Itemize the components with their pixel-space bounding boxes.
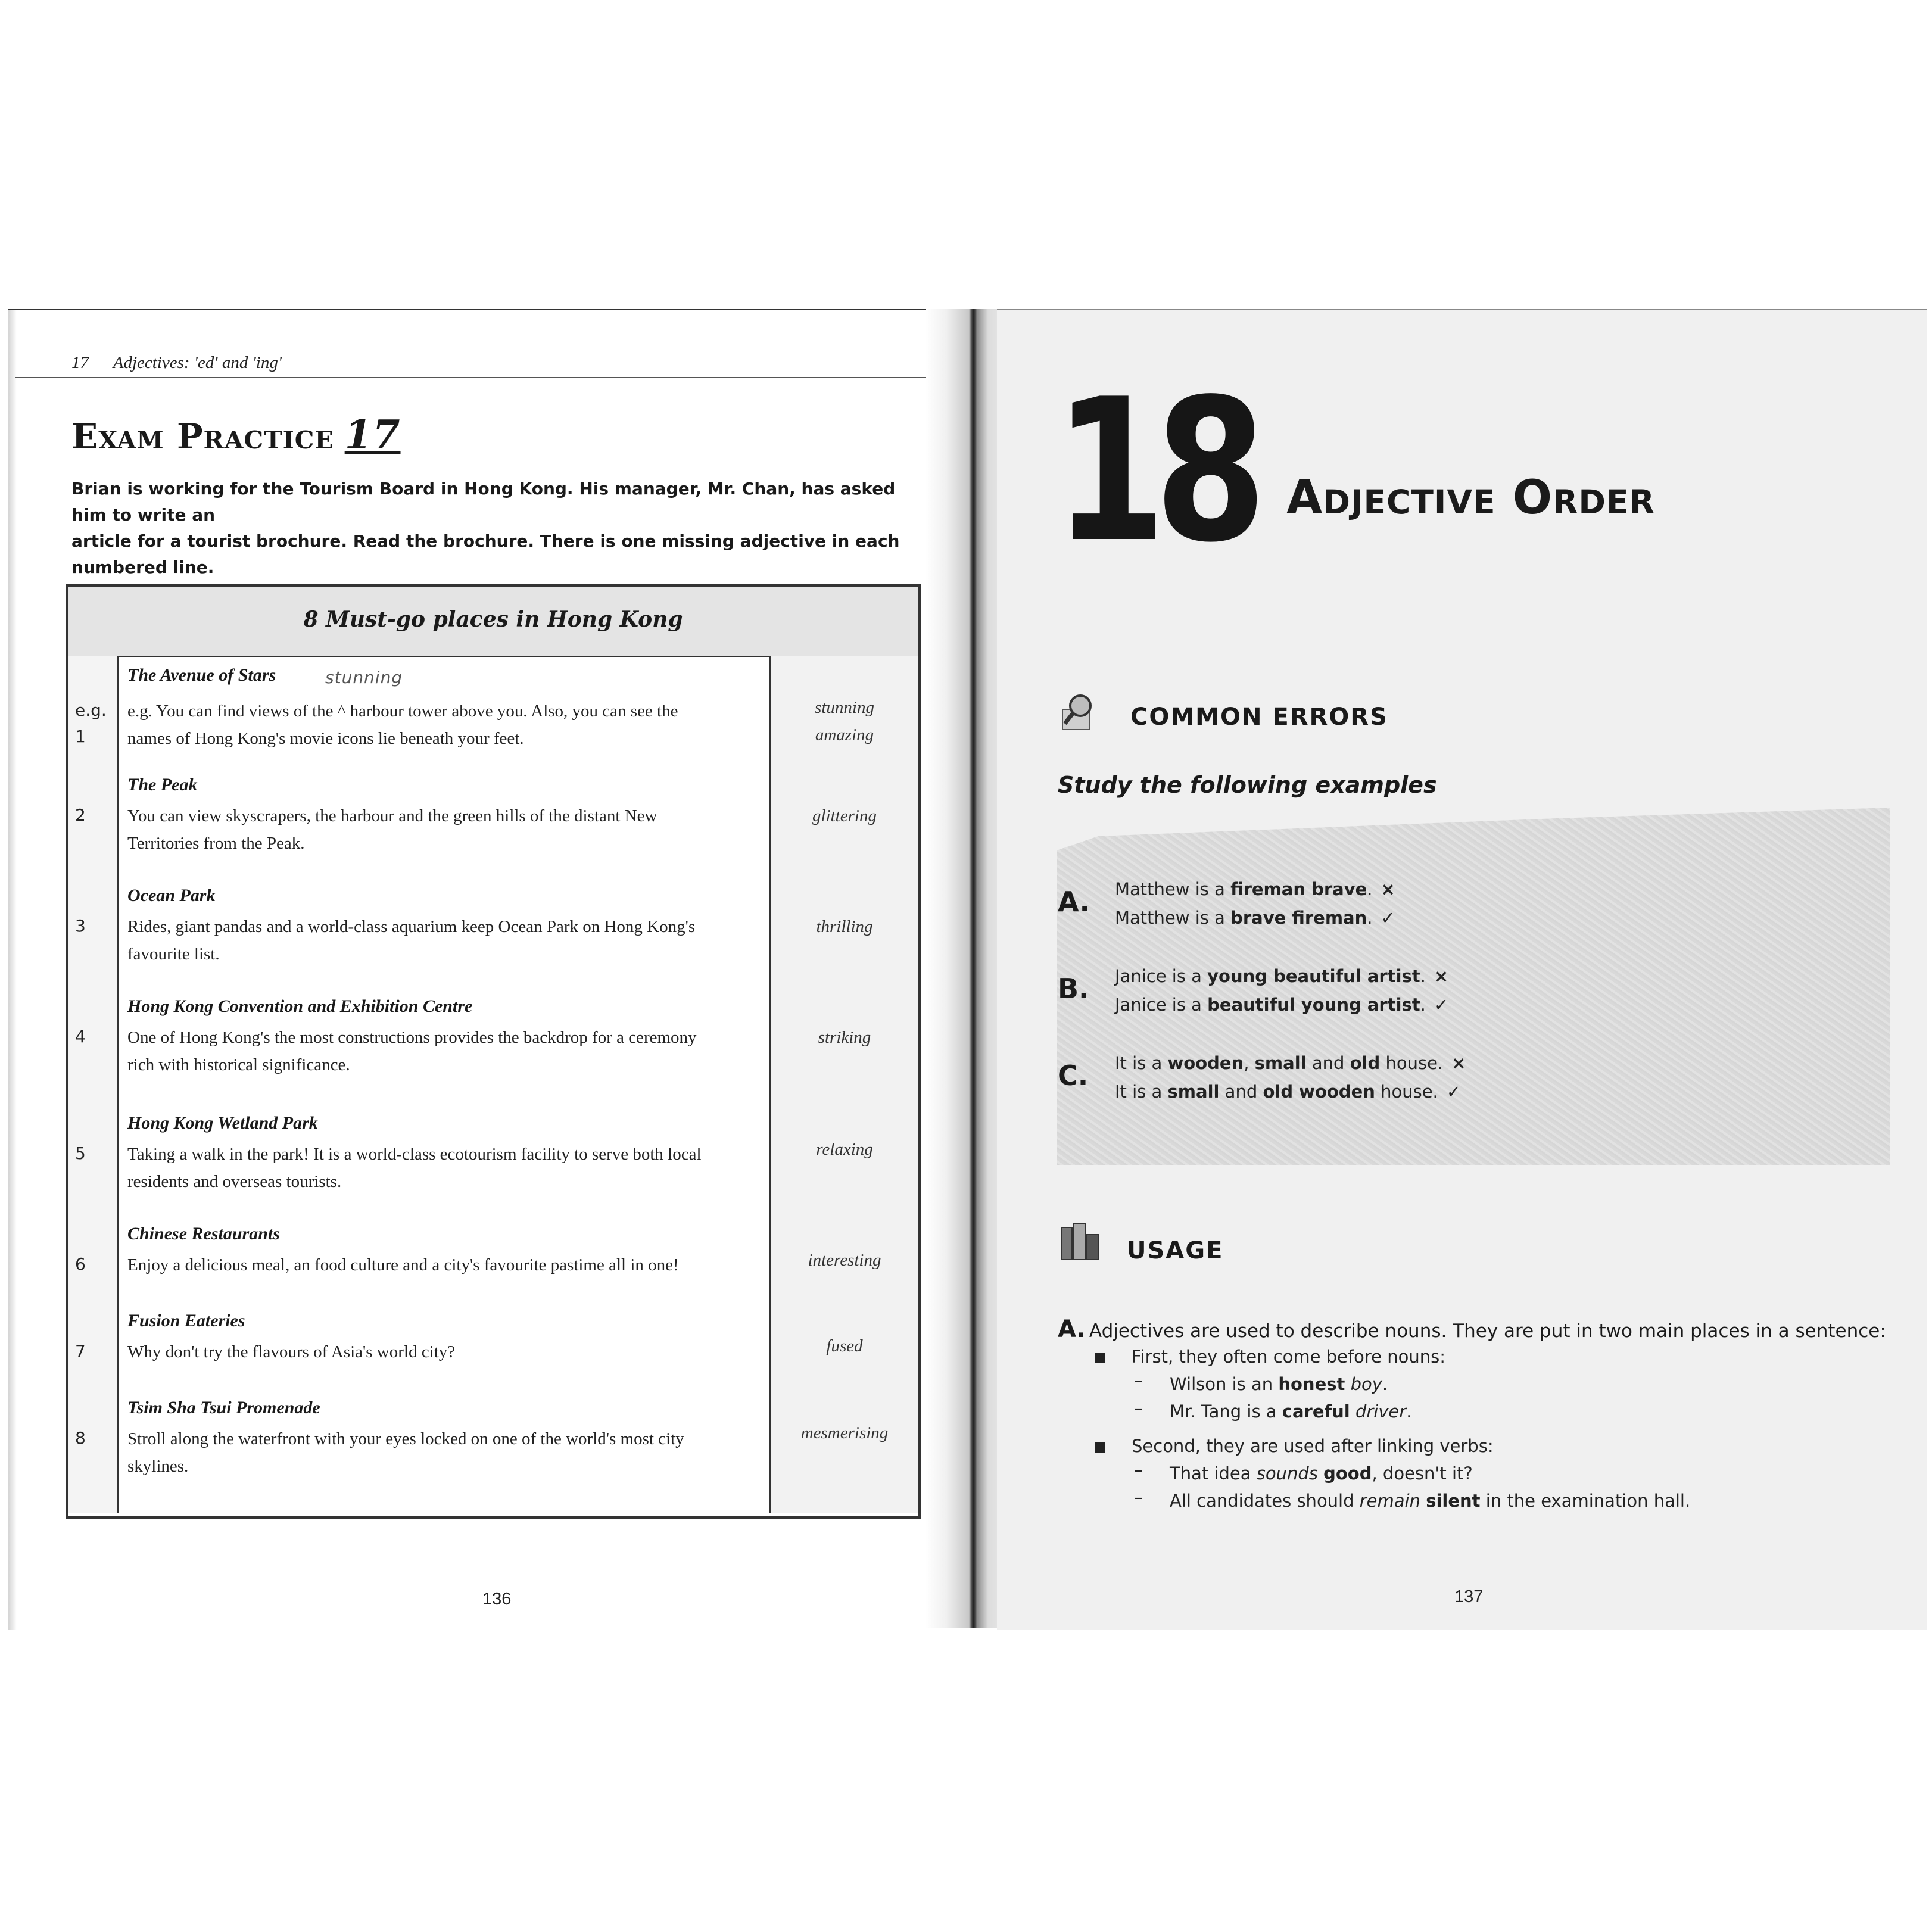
adjective-phrase: fireman brave: [1230, 879, 1367, 899]
running-head-chapter: 17: [71, 353, 89, 372]
row-text: [127, 1251, 759, 1279]
row-adjective: amazing: [815, 725, 874, 744]
example-c-letter: C.: [1058, 1060, 1089, 1092]
text: It is a: [1115, 1053, 1168, 1073]
text: Wilson is an: [1170, 1374, 1279, 1394]
example-c-right: [1115, 1077, 1461, 1106]
row-text: [127, 1024, 759, 1079]
exam-practice-label: Exam Practice: [71, 416, 334, 457]
books-icon: [1059, 1221, 1101, 1263]
row-text-line: One of Hong Kong's the most constructions provides the backdrop for a ceremony: [127, 1028, 697, 1047]
row-text-line: Enjoy a delicious meal, an food culture and a city's favourite pastime all in one!: [127, 1255, 679, 1275]
book-gutter: [926, 309, 1009, 1628]
row-text-line: residents and overseas tourists.: [127, 1172, 342, 1191]
row-text: [127, 802, 759, 857]
row-text: [127, 1338, 759, 1366]
bullet-marker: [1095, 1442, 1105, 1453]
row-number: 3: [75, 916, 86, 936]
row-text-line: Taking a walk in the park! It is a world-class ecotourism facility to serve both local: [127, 1145, 702, 1164]
row-text-line: Territories from the Peak.: [127, 834, 305, 853]
usage-example: [1170, 1487, 1690, 1515]
row-number: 4: [75, 1027, 86, 1046]
text: house.: [1375, 1082, 1438, 1102]
adjective: old wooden: [1263, 1082, 1375, 1102]
text: in the examination hall.: [1480, 1491, 1691, 1511]
row-text-line: skylines.: [127, 1457, 189, 1476]
text: .: [1420, 995, 1426, 1015]
exam-practice-number: 17: [344, 412, 401, 458]
row-text-line: names of Hong Kong's movie icons lie beneath your feet.: [127, 729, 524, 748]
usage-a-letter: A.: [1058, 1316, 1086, 1343]
adjective-phrase: young beautiful artist: [1207, 966, 1420, 986]
usage-a-text: Adjectives are used to describe nouns. They are put in two main places in a sentence:: [1089, 1320, 1886, 1342]
running-head-title: Adjectives: 'ed' and 'ing': [113, 353, 282, 372]
text: and: [1306, 1053, 1350, 1073]
instructions-line: Brian is working for the Tourism Board in Hong Kong. His manager, Mr. Chan, has asked him to write an: [71, 479, 896, 525]
row-number: 1: [75, 727, 86, 746]
common-errors-heading: COMMON ERRORS: [1130, 703, 1388, 731]
cross-icon: ×: [1381, 879, 1395, 899]
row-title: The Peak: [127, 775, 198, 794]
text: .: [1382, 1374, 1388, 1394]
dash: –: [1134, 1460, 1143, 1480]
row-eg-label: e.g.: [75, 700, 107, 720]
table-title: 8 Must-go places in Hong Kong: [303, 607, 683, 632]
adjective: good: [1323, 1463, 1372, 1484]
column-divider: [769, 656, 771, 1513]
usage-example: [1170, 1370, 1388, 1398]
example-a-letter: A.: [1058, 886, 1090, 918]
check-icon: ✓: [1381, 908, 1395, 928]
bullet-2-text: Second, they are used after linking verbs:: [1132, 1436, 1494, 1456]
row-number: 2: [75, 805, 86, 825]
example-a-wrong: [1115, 875, 1395, 903]
magnifier-icon: [1059, 691, 1101, 733]
row-text: [127, 697, 759, 752]
row-adjective: mesmerising: [800, 1423, 889, 1442]
row-adjective: fused: [826, 1336, 863, 1355]
row-adjective: interesting: [808, 1251, 881, 1270]
example-c-wrong: [1115, 1049, 1466, 1077]
row-text: [127, 1140, 759, 1195]
row-adjective: thrilling: [816, 917, 873, 936]
study-examples-subheading: Study the following examples: [1058, 772, 1437, 798]
row-text: [127, 1425, 759, 1480]
right-page: [997, 309, 1927, 1630]
number-column: [68, 656, 117, 1513]
text: ,: [1244, 1053, 1255, 1073]
noun: boy: [1350, 1374, 1382, 1394]
page-number: 137: [1454, 1587, 1484, 1606]
row-adjective: glittering: [812, 806, 877, 825]
adjective: old: [1350, 1053, 1381, 1073]
row-number: 7: [75, 1341, 86, 1361]
adjective-phrase: beautiful young artist: [1207, 995, 1420, 1015]
table-header: [68, 587, 918, 657]
exercise-table: [66, 584, 921, 1519]
row-number: 8: [75, 1428, 86, 1448]
row-text-line: Stroll along the waterfront with your eyes locked on one of the world's most city: [127, 1429, 684, 1448]
text: Janice is a: [1115, 995, 1208, 1015]
adjective-column: [771, 656, 918, 1513]
adjective: careful: [1282, 1401, 1350, 1422]
row-text-line: rich with historical significance.: [127, 1055, 350, 1074]
text: All candidates should: [1170, 1491, 1360, 1511]
row-title: The Avenue of Stars: [127, 665, 276, 685]
usage-example: [1170, 1398, 1412, 1425]
chapter-title: Adjective Order: [1286, 471, 1655, 525]
linking-verb: sounds: [1256, 1463, 1318, 1484]
row-title: Tsim Sha Tsui Promenade: [127, 1398, 320, 1417]
adjective: small: [1254, 1053, 1307, 1073]
example-b-wrong: [1115, 962, 1448, 990]
bullet-1-text: First, they often come before nouns:: [1132, 1347, 1445, 1367]
adjective: small: [1167, 1082, 1220, 1102]
header-rule: [15, 377, 962, 378]
book-spread: [8, 309, 1927, 1628]
row-adjective: striking: [818, 1028, 871, 1047]
adjective: silent: [1426, 1491, 1481, 1511]
text: Matthew is a: [1115, 879, 1231, 899]
chapter-number: 18: [1054, 357, 1255, 585]
text: , doesn't it?: [1372, 1463, 1473, 1484]
row-text-line: Why don't try the flavours of Asia's world city?: [127, 1342, 456, 1361]
row-text-line: Rides, giant pandas and a world-class aquarium keep Ocean Park on Hong Kong's: [127, 917, 696, 936]
dash: –: [1134, 1370, 1143, 1391]
row-text-line: e.g. You can find views of the ^ harbour tower above you. Also, you can see the: [127, 702, 678, 721]
example-a-right: [1115, 903, 1395, 932]
row-text-line: You can view skyscrapers, the harbour and the green hills of the distant New: [127, 806, 657, 825]
usage-example: [1170, 1460, 1473, 1487]
noun: driver: [1355, 1401, 1407, 1422]
text: house.: [1380, 1053, 1444, 1073]
bullet-marker: [1095, 1353, 1105, 1363]
text: Janice is a: [1115, 966, 1208, 986]
usage-heading: USAGE: [1127, 1237, 1224, 1264]
adjective: wooden: [1167, 1053, 1244, 1073]
check-icon: ✓: [1434, 995, 1449, 1015]
linking-verb: remain: [1359, 1491, 1420, 1511]
column-divider: [117, 656, 119, 1513]
adjective-phrase: brave fireman: [1230, 908, 1367, 928]
row-title: Ocean Park: [127, 886, 216, 905]
text: .: [1367, 908, 1373, 928]
row-text: [127, 913, 759, 968]
row-text-line: favourite list.: [127, 945, 220, 964]
row-number: 6: [75, 1254, 86, 1274]
row-title: Fusion Eateries: [127, 1311, 245, 1330]
row-title: Hong Kong Wetland Park: [127, 1113, 318, 1133]
row-title: Chinese Restaurants: [127, 1224, 280, 1244]
text: That idea: [1170, 1463, 1257, 1484]
adjective: honest: [1278, 1374, 1345, 1394]
row-number: 5: [75, 1143, 86, 1163]
dash: –: [1134, 1398, 1143, 1418]
example-b-right: [1115, 990, 1448, 1019]
text: It is a: [1115, 1082, 1168, 1102]
cross-icon: ×: [1451, 1053, 1466, 1073]
exam-practice-title: [71, 412, 401, 458]
cross-icon: ×: [1434, 966, 1449, 986]
running-head: [71, 353, 282, 373]
text: and: [1219, 1082, 1263, 1102]
instructions-line: article for a tourist brochure. Read the brochure. There is one missing adjective in each numbered line.: [71, 531, 900, 577]
row-adjective: stunning: [815, 698, 874, 717]
check-icon: ✓: [1446, 1082, 1462, 1102]
text: Matthew is a: [1115, 908, 1231, 928]
text: Mr. Tang is a: [1170, 1401, 1282, 1422]
usage-a-paragraph: [1058, 1316, 1886, 1343]
text: .: [1420, 966, 1426, 986]
text: .: [1406, 1401, 1412, 1422]
row-adjective: relaxing: [816, 1140, 873, 1159]
example-b-letter: B.: [1058, 973, 1089, 1005]
handwritten-answer: stunning: [325, 668, 403, 687]
left-page: [8, 309, 968, 1630]
row-title: Hong Kong Convention and Exhibition Centre: [127, 996, 473, 1016]
text: .: [1367, 879, 1373, 899]
dash: –: [1134, 1487, 1143, 1507]
page-number: 136: [482, 1590, 512, 1609]
